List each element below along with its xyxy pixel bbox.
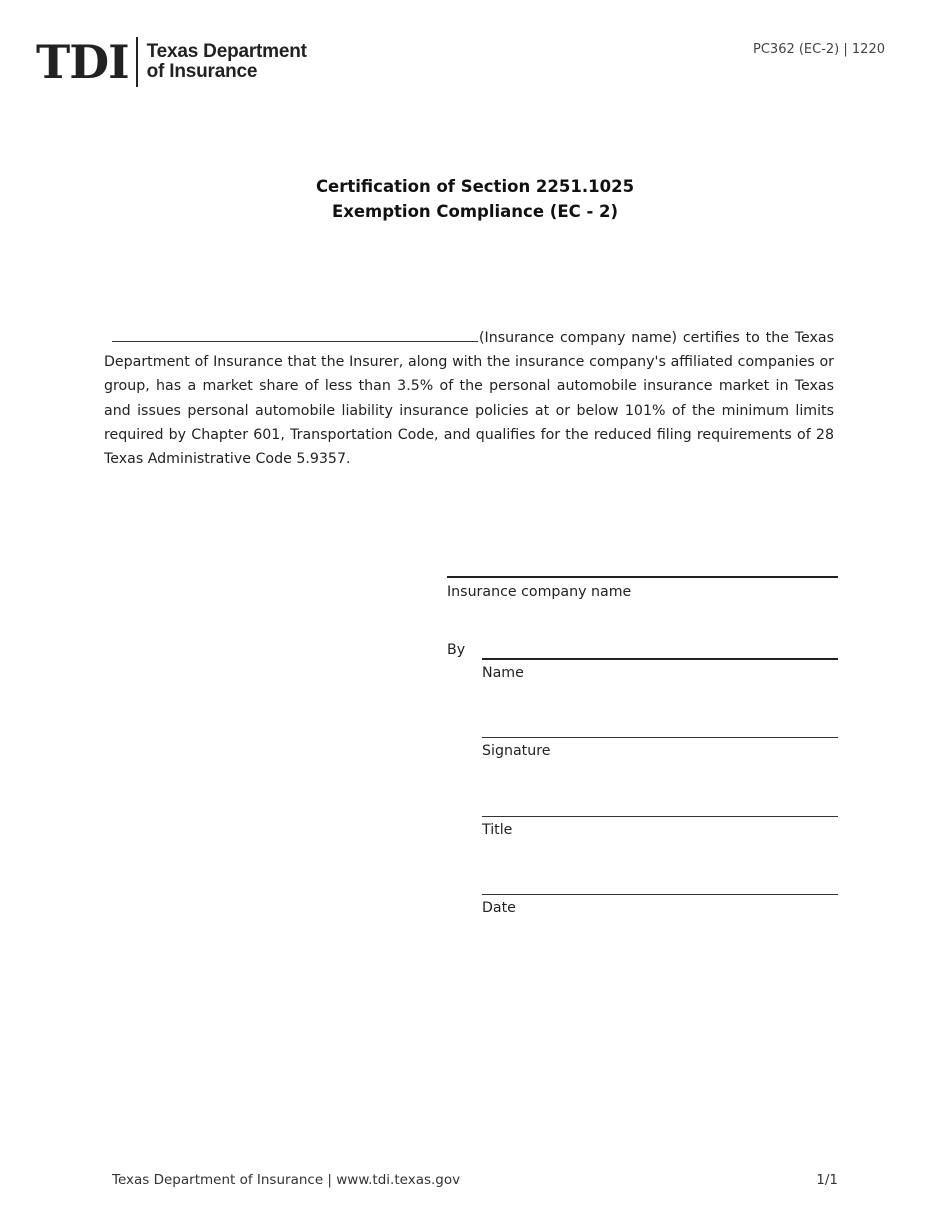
title-line-1: Certification of Section 2251.1025 [315, 177, 635, 196]
footer-text: Texas Department of Insurance | www.tdi.texas.gov [112, 1172, 461, 1188]
company-name-line[interactable] [447, 576, 838, 578]
name-row [482, 658, 838, 683]
by-label: By [447, 642, 466, 658]
company-name-blank[interactable] [112, 326, 478, 342]
certification-text: (Insurance company name) certifies to the Texas Department of Insurance that the Insurer, along with the insurance company's affiliated companies or group, has a market share of less than 3.5% of the personal automobile insurance market in Texas and issues personal automobile liability insurance policies at or below 101% of the minimum limits required by Chapter 601, Transportation Code, and qualifies for the reduced filing requirements of 28 Texas Administrative Code 5.9357. [104, 330, 834, 468]
signature-line[interactable] [482, 737, 838, 738]
logo-divider [136, 37, 138, 87]
logo-line-2: of Insurance [146, 61, 258, 82]
certification-paragraph [104, 326, 834, 471]
logo-line-1: Texas Department [146, 41, 307, 62]
name-line[interactable] [482, 658, 838, 660]
signature-row [482, 737, 838, 761]
document-title [0, 174, 950, 224]
title-line[interactable] [482, 816, 838, 817]
logo-mark: TDI [36, 35, 129, 89]
title-row [482, 816, 838, 840]
name-label: Name [482, 665, 524, 681]
date-row [482, 894, 838, 918]
form-id: PC362 (EC-2) | 1220 [753, 42, 885, 57]
title-label: Title [482, 822, 513, 838]
page-number: 1/1 [816, 1172, 838, 1188]
logo-text [147, 42, 307, 82]
signature-block [447, 576, 838, 916]
tdi-logo [36, 36, 307, 88]
company-name-label: Insurance company name [447, 584, 632, 600]
date-label: Date [482, 900, 516, 916]
date-line[interactable] [482, 894, 838, 895]
signature-label: Signature [482, 743, 551, 759]
title-line-2: Exemption Compliance (EC - 2) [331, 202, 619, 221]
